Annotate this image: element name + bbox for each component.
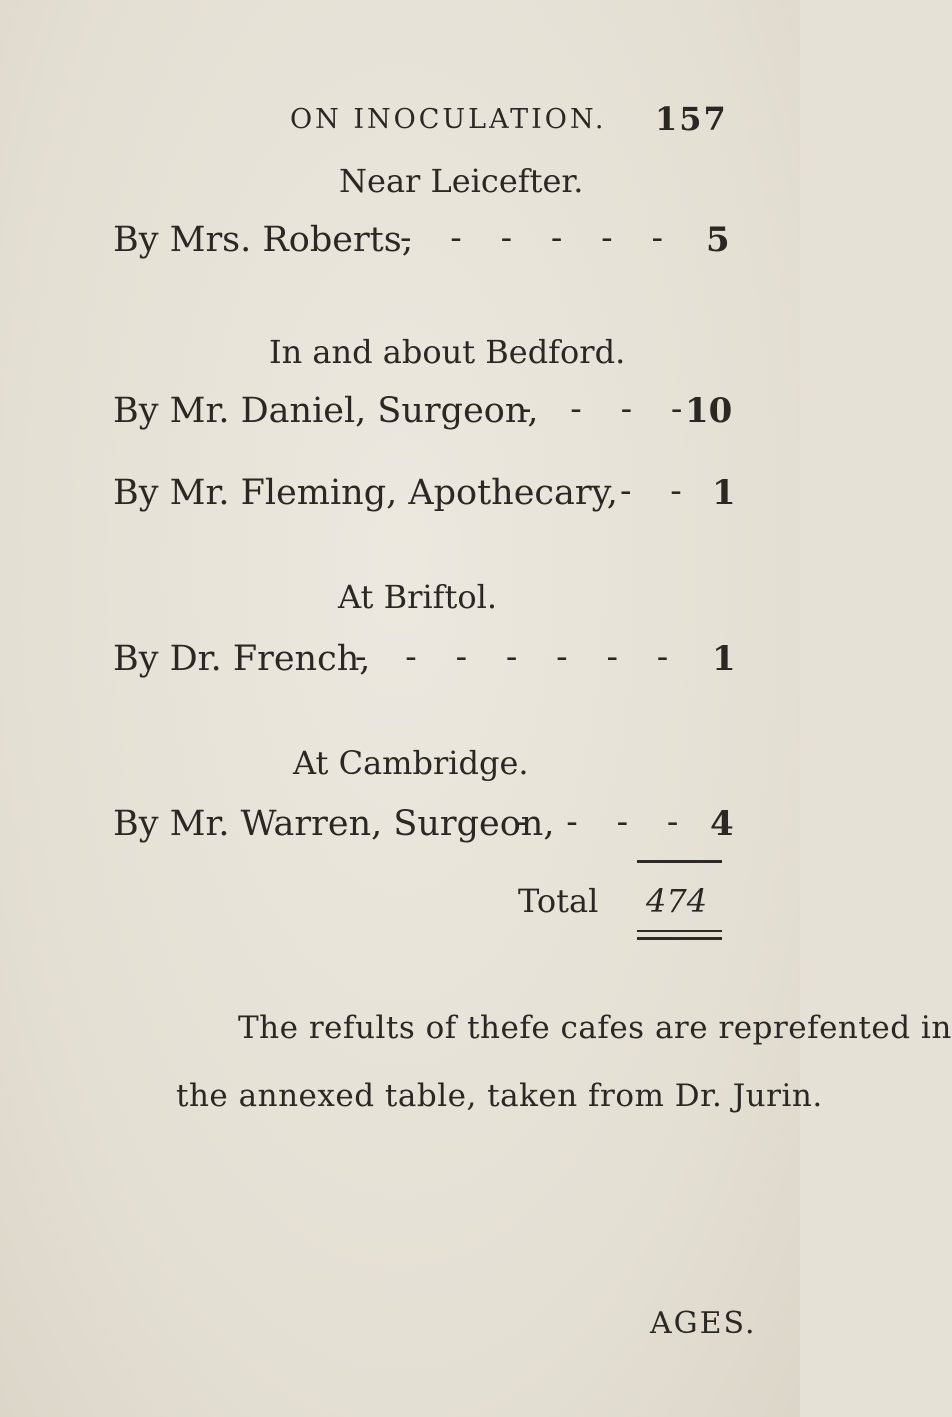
- entry-dashes-fleming: - -: [620, 471, 696, 511]
- entry-name-french: By Dr. French,: [113, 639, 371, 679]
- place-heading-leicester: Near Leicefter.: [339, 162, 584, 200]
- entry-count-french: 1: [712, 639, 736, 679]
- running-header: ON INOCULATION.: [290, 104, 607, 135]
- entry-name-daniel: By Mr. Daniel, Surgeon,: [113, 391, 539, 431]
- entry-dashes-warren: - - - -: [516, 802, 693, 842]
- entry-dashes-roberts: - - - - - -: [400, 218, 677, 258]
- place-heading-bedford: In and about Bedford.: [269, 333, 626, 371]
- entry-name-roberts: By Mrs. Roberts,: [113, 220, 413, 260]
- entry-dashes-french: - - - - - - -: [355, 637, 683, 677]
- page-number: 157: [655, 100, 728, 138]
- entry-name-fleming: By Mr. Fleming, Apothecary,: [113, 473, 618, 513]
- place-heading-bristol: At Briftol.: [338, 578, 497, 616]
- catchword: AGES.: [650, 1306, 757, 1341]
- entry-count-warren: 4: [710, 804, 734, 844]
- total-rule-bottom-2: [637, 937, 722, 940]
- entry-count-fleming: 1: [712, 473, 736, 513]
- total-rule-top: [637, 860, 722, 863]
- entry-name-warren: By Mr. Warren, Surgeon,: [113, 804, 555, 844]
- place-heading-cambridge: At Cambridge.: [293, 744, 529, 782]
- entry-count-daniel: 10: [685, 391, 733, 431]
- total-value: 474: [646, 882, 708, 920]
- total-rule-bottom-1: [637, 930, 722, 932]
- total-label: Total: [518, 882, 599, 920]
- paragraph-line-2: the annexed table, taken from Dr. Jurin.: [176, 1078, 823, 1114]
- entry-dashes-daniel: - - - -: [520, 389, 697, 429]
- entry-count-roberts: 5: [706, 220, 730, 260]
- paragraph-line-1: The refults of thefe cafes are reprefented in: [238, 1010, 952, 1046]
